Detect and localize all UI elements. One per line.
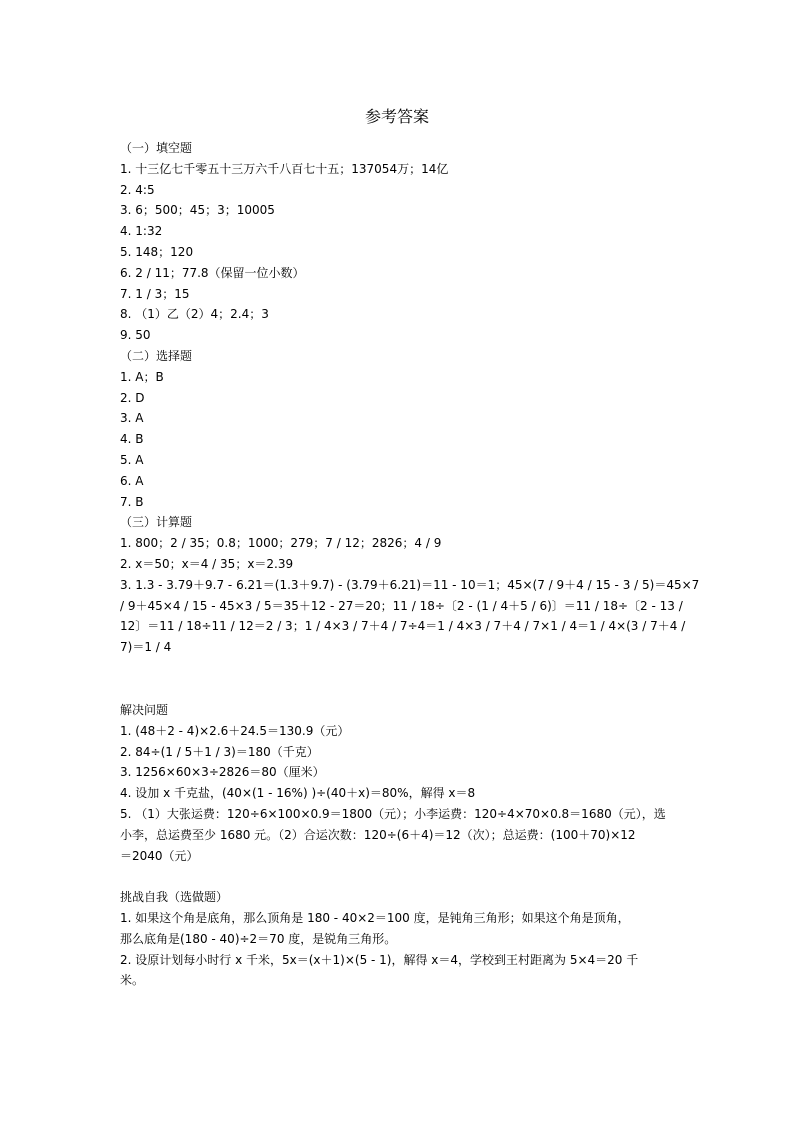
fill-answer-1: 1. 十三亿七千零五十三万六千八百七十五；137054万；14亿 (120, 161, 449, 176)
solve-answer-2: 2. 84÷(1 / 5＋1 / 3)＝180（千克） (120, 744, 319, 759)
fill-answer-9: 9. 50 (120, 328, 151, 343)
solve-answer-5-line-1: 5. （1）大张运费：120÷6×100×0.9＝1800（元）；小李运费：120÷4×70×0.8＝1680（元），选 (120, 806, 666, 821)
fill-answer-6: 6. 2 / 11；77.8（保留一位小数） (120, 265, 305, 280)
calc-answer-3-line-3: 12〕＝11 / 18÷11 / 12＝2 / 3；1 / 4×3 / 7＋4 / 7÷4＝1 / 4×3 / 7＋4 / 7×1 / 4＝1 / 4×(3 / 7＋4 / (120, 619, 686, 634)
calc-answer-3-line-4: 7)＝1 / 4 (120, 640, 172, 655)
choice-answer-3: 3. A (120, 411, 144, 426)
spacer (120, 866, 682, 887)
section-heading-solve: 解决问题 (120, 702, 169, 717)
solve-answer-4: 4. 设加 x 千克盐，(40×(1 - 16%) )÷(40＋x)＝80%，解得 x＝8 (120, 786, 476, 801)
choice-answer-5: 5. A (120, 452, 144, 467)
answer-content (120, 138, 700, 991)
solve-answer-3: 3. 1256×60×3÷2826＝80（厘米） (120, 765, 325, 780)
choice-answer-2: 2. D (120, 390, 145, 405)
fill-answer-3: 3. 6；500；45；3；10005 (120, 203, 275, 218)
solve-answer-5-line-2: 小李，总运费至少 1680 元。（2）合运次数：120÷(6＋4)＝12（次）；总运费：(100＋70)×12 (120, 827, 636, 842)
challenge-answer-2-line-2: 米。 (120, 973, 145, 988)
challenge-answer-2-line-1: 2. 设原计划每小时行 x 千米，5x＝(x＋1)×(5 - 1)，解得 x＝4，学校到王村距离为 5×4＝20 千 (120, 952, 639, 967)
section-heading-challenge: 挑战自我（选做题） (120, 890, 229, 905)
fill-answer-4: 4. 1:32 (120, 224, 163, 239)
spacer (120, 658, 682, 700)
fill-answer-5: 5. 148；120 (120, 244, 194, 259)
page-title: 参考答案 (364, 107, 429, 126)
calc-answer-1: 1. 800；2 / 35；0.8；1000；279；7 / 12；2826；4 / 9 (120, 536, 442, 551)
section-heading-choice: （二）选择题 (120, 348, 193, 363)
choice-answer-6: 6. A (120, 473, 144, 488)
solve-answer-5-line-3: ＝2040（元） (120, 848, 199, 863)
choice-answer-4: 4. B (120, 432, 144, 447)
choice-answer-1: 1. A；B (120, 369, 164, 384)
section-heading-calc: （三）计算题 (120, 515, 193, 530)
solve-answer-1: 1. (48＋2 - 4)×2.6＋24.5＝130.9（元） (120, 723, 350, 738)
calc-answer-2: 2. x＝50；x＝4 / 35；x＝2.39 (120, 556, 294, 571)
challenge-answer-1-line-1: 1. 如果这个角是底角，那么顶角是 180 - 40×2＝100 度，是钝角三角形；如果这个角是顶角， (120, 911, 630, 926)
fill-answer-7: 7. 1 / 3；15 (120, 286, 190, 301)
section-heading-fill: （一）填空题 (120, 141, 193, 155)
calc-answer-3-line-2: / 9＋45×4 / 15 - 45×3 / 5＝35＋12 - 27＝20；11 / 18÷〔2 - (1 / 4＋5 / 6)〕＝11 / 18÷〔2 - 13 / (120, 598, 683, 613)
fill-answer-2: 2. 4:5 (120, 182, 155, 197)
fill-answer-8: 8. （1）乙（2）4；2.4；3 (120, 307, 269, 322)
choice-answer-7: 7. B (120, 494, 144, 509)
challenge-answer-1-line-2: 那么底角是(180 - 40)÷2＝70 度，是锐角三角形。 (120, 931, 397, 946)
calc-answer-3-line-1: 3. 1.3 - 3.79＋9.7 - 6.21＝(1.3＋9.7) - (3.79＋6.21)＝11 - 10＝1；45×(7 / 9＋4 / 15 - 3 / 5)＝45×7 (120, 577, 700, 592)
